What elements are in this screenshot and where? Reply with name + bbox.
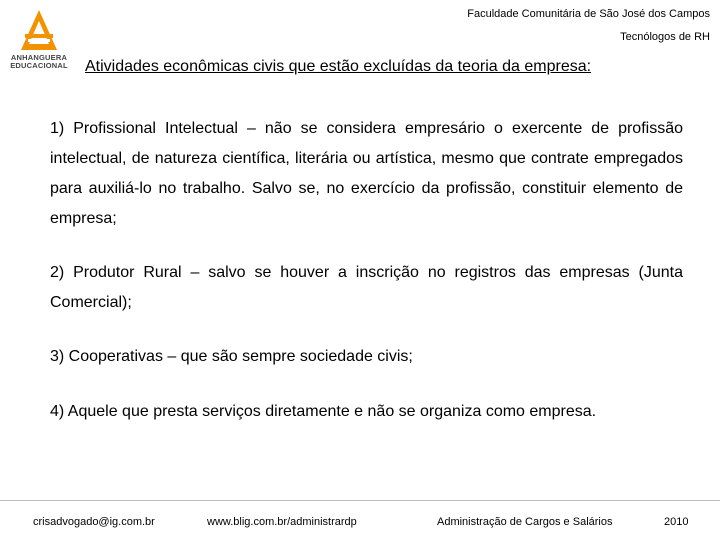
footer-year: 2010 <box>664 516 689 528</box>
page-title: Atividades econômicas civis que estão excluídas da teoria da empresa: <box>85 58 592 75</box>
institution-name: Faculdade Comunitária de São José dos Campos <box>467 8 710 20</box>
logo <box>6 8 72 74</box>
paragraph-rural-producer: 2) Produtor Rural – salvo se houver a inscrição no registros das empresas (Junta Comercial); <box>50 264 683 311</box>
paragraph-professional-intellectual: 1) Profissional Intelectual – não se considera empresário o exercente de profissão intelectual, de natureza científica, literária ou artística, mesmo que contrate empregados para auxiliá-lo no trabalho. Salvo se, no exercício da profissão, constituir elemento de empresa; <box>50 120 683 227</box>
anhanguera-triangle-logo-icon <box>19 8 59 52</box>
logo-line-2: EDUCACIONAL <box>10 61 68 70</box>
footer-blog: www.blig.com.br/administrardp <box>207 516 357 528</box>
footer-subject: Administração de Cargos e Salários <box>437 516 613 528</box>
logo-wordmark <box>6 54 72 70</box>
paragraph-cooperatives: 3) Cooperativas – que são sempre sociedade civis; <box>50 348 413 365</box>
paragraph-service-provider: 4) Aquele que presta serviços diretamente e não se organiza como empresa. <box>50 403 597 420</box>
content-body <box>50 114 683 427</box>
course-name: Tecnólogos de RH <box>620 31 710 43</box>
logo-line-1: ANHANGUERA <box>10 53 68 62</box>
footer-email: crisadvogado@ig.com.br <box>33 516 155 528</box>
footer-divider <box>0 500 720 501</box>
